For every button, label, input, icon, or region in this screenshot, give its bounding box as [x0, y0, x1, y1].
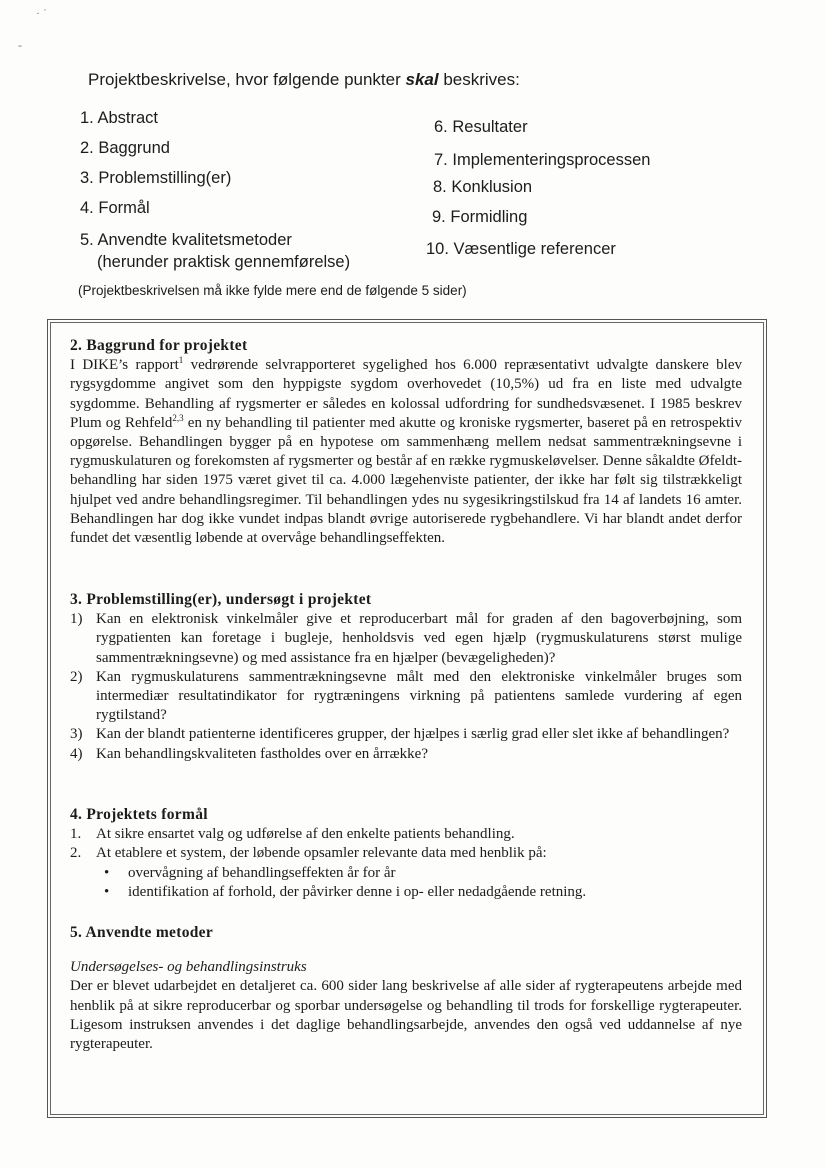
item-number: 1. [80, 109, 94, 127]
item-number: 8. [433, 178, 447, 196]
scan-speck: ‑ [18, 38, 22, 52]
section-problem-statements [70, 590, 742, 764]
intro-list-item-continuation [97, 253, 350, 272]
item-label: Anvendte kvalitetsmetoder [97, 231, 292, 249]
item-text: At etablere et system, der løbende opsamler relevante data med henblik på: [96, 845, 547, 862]
subsection-heading: Undersøgelses- og behandlingsinstruks [70, 959, 307, 976]
purpose-list [70, 825, 742, 863]
intro-list-item [432, 208, 527, 227]
item-text: Kan rygmuskulaturens sammentrækningsevne målt med den elektroniske vinkelmåler bruges som intermediær resultatindikator for rygtræningens virkning på patientens samlede vurdering af egen rygtilstand? [96, 668, 742, 724]
section-heading: 2. Baggrund for projektet [70, 337, 248, 354]
section-heading: 4. Projektets formål [70, 806, 208, 823]
scan-speck: · ˙ [36, 6, 47, 20]
body-text: I DIKE’s rapport [70, 357, 179, 374]
item-number: 2. [80, 139, 94, 157]
intro-list-item [80, 169, 231, 188]
item-label: Formål [98, 199, 150, 217]
item-number: 9. [432, 208, 446, 226]
project-description-box [47, 319, 767, 1118]
section-body: Der er blevet udarbejdet en detaljeret ca. 600 sider lang beskrivelse af alle sider af rygterapeutens arbejde med henblik på at sikre reproducerbar og sporbar undersøgelse og behandling til trods for forskellige rygterapeuter. Ligesom instruksen anvendes i det daglige behandlingsarbejde, anvendes den også ved uddannelse af nye rygterapeuter. [70, 978, 742, 1053]
item-text: Kan en elektronisk vinkelmåler give et reproducerbart mål for graden af den bagoverbøjning, som rygpatienten kan foretage i bugleje, henholdsvis ved egen hjælp (rygmuskulaturens størst mulige sammentrækningsevne) og med assistance fra en hjælper (bevægeligheden)? [96, 611, 742, 666]
item-label: Konklusion [451, 178, 533, 196]
intro-list-item [80, 139, 170, 158]
intro-list-item [80, 199, 150, 218]
item-label: Resultater [452, 118, 528, 136]
body-text: vedrørende selvrapporteret sygelighed hos 6.000 repræsentativt udvalgte danskere blev rygsygdomme angivet som den hyppigste sygdom overhovedet (10,5%) ud fra en liste med udvalgte sygdomme. Behandling af rygsmerter er således en kolossal udfordring for sundhedsvæsenet. I 1985 beskrev Plum og Rehfeld [70, 357, 742, 431]
intro-list-item [433, 178, 532, 197]
list-item [70, 825, 742, 844]
item-label: Implementeringsprocessen [452, 151, 651, 169]
item-number: 7. [434, 151, 448, 169]
bullet-text: identifikation af forhold, der påvirker denne i op- eller nedadgående retning. [128, 883, 587, 900]
item-number: 4) [70, 745, 83, 762]
item-number: 1. [70, 826, 82, 843]
intro-list-item [426, 240, 616, 259]
intro-list-item [80, 109, 158, 128]
item-text: At sikre ensartet valg og udførelse af den enkelte patients behandling. [96, 826, 515, 843]
item-label: Væsentlige referencer [453, 240, 616, 258]
intro-title-emphasis: skal [405, 70, 439, 89]
bullet-item [104, 883, 742, 902]
bullet-icon: • [104, 864, 110, 881]
intro-list-item [80, 231, 292, 250]
item-number: 6. [434, 118, 448, 136]
list-item [70, 668, 742, 726]
item-label: (herunder praktisk gennemførelse) [97, 253, 351, 271]
item-label: Baggrund [98, 139, 170, 157]
intro-title-text-end: beskrives: [438, 70, 520, 89]
purpose-bullets [70, 864, 742, 902]
section-purpose [70, 805, 742, 902]
item-number: 2) [70, 668, 83, 685]
section-body [70, 356, 742, 548]
footnote-marker: 1 [178, 355, 184, 366]
bullet-text: overvågning af behandlingseffekten år for år [128, 864, 396, 881]
section-heading: 5. Anvendte metoder [70, 924, 214, 941]
item-number: 10. [426, 240, 449, 258]
item-number: 3. [80, 169, 94, 187]
body-text: en ny behandling til patienter med akutte og kroniske rygsmerter, baseret på en retrospektiv opgørelse. Behandlingen bygger på en hypotese om sammenhæng mellem nedsat sammentrækningsevne i rygmuskulaturen og forekomsten af rygsmerter og består af en række rygmuskeløvelser. Denne såkaldte Øfeldt-behandling har siden 1975 været givet til ca. 4.000 lægehenviste patienter, der ikke har følt sig tilstrækkeligt hjulpet ved andre behandlingsregimer. Til behandlingen ydes nu sygesikringstilskud fra 14 af landets 16 amter. Behandlingen har dog ikke vundet indpas blandt øvrige autoriserede rygbehandlere. Vi har blandt andet derfor fundet det væsentlig løbende at overvåge behandlingseffekten. [70, 414, 742, 547]
item-text: Kan behandlingskvaliteten fastholdes over en årrække? [96, 745, 428, 762]
list-item [70, 610, 742, 668]
bullet-icon: • [104, 883, 110, 900]
item-number: 5. [80, 231, 94, 249]
intro-title [88, 70, 520, 90]
item-number: 4. [80, 199, 94, 217]
section-methods [70, 923, 742, 1054]
list-item [70, 725, 742, 744]
section-heading: 3. Problemstilling(er), undersøgt i projektet [70, 591, 372, 608]
item-number: 1) [70, 611, 83, 628]
item-text: Kan der blandt patienterne identificeres grupper, der hjælpes i særlig grad eller slet ikke af behandlingen? [96, 726, 730, 743]
item-number: 3) [70, 726, 83, 743]
item-label: Formidling [450, 208, 528, 226]
footnote-marker: 2,3 [172, 412, 184, 423]
intro-list-item [434, 151, 650, 170]
list-item [70, 844, 742, 863]
intro-list-item [434, 118, 528, 137]
list-item [70, 745, 742, 764]
item-label: Abstract [97, 109, 158, 127]
bullet-item [104, 864, 742, 883]
problem-list [70, 610, 742, 764]
item-label: Problemstilling(er) [98, 169, 232, 187]
item-number: 2. [70, 845, 82, 862]
section-background [70, 336, 742, 548]
intro-page-limit-note: (Projektbeskrivelsen må ikke fylde mere end de følgende 5 sider) [78, 283, 467, 298]
intro-title-text: Projektbeskrivelse, hvor følgende punkter [88, 70, 406, 89]
